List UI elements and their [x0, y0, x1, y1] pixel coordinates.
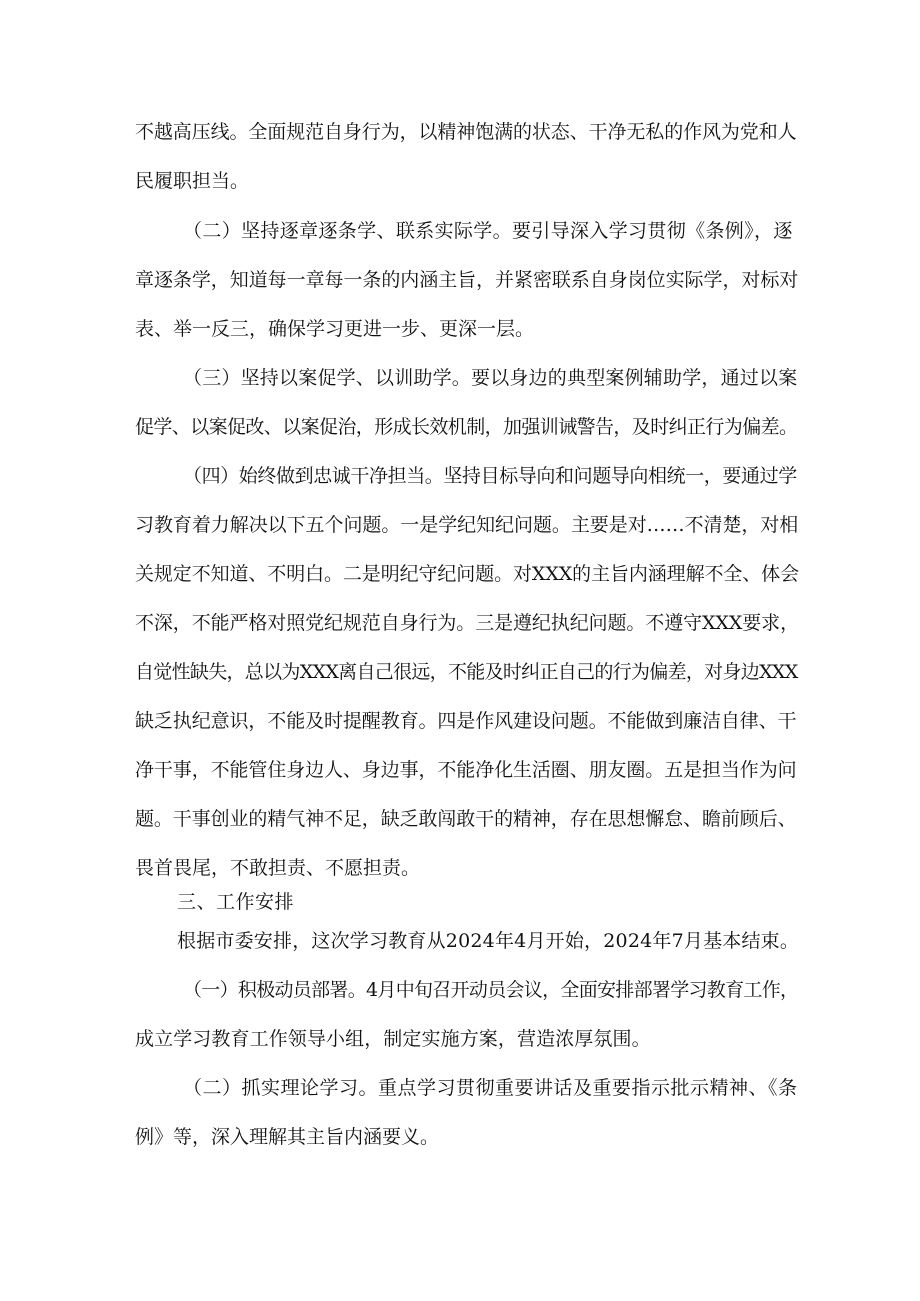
- text-line: 关规定不知道、不明白。二是明纪守纪问题。对XXX的主旨内涵理解不全、体会: [135, 563, 799, 585]
- text-line: 表、举一反三，确保学习更进一步、更深一层。: [135, 318, 535, 340]
- text-line: 净干事，不能管住身边人、身边事，不能净化生活圈、朋友圈。五是担当作为问: [135, 759, 797, 781]
- section-heading: 三、工作安排: [177, 891, 295, 913]
- text-line: 畏首畏尾，不敢担责、不愿担责。: [135, 857, 421, 879]
- text-line: 章逐条学，知道每一章每一条的内涵主旨，并紧密联系自身岗位实际学，对标对: [135, 269, 799, 291]
- text-line: 题。干事创业的精气神不足，缺乏敢闯敢干的精神，存在思想懈怠、瞻前顾后、: [135, 808, 797, 830]
- paragraph-point-3: （三）坚持以案促学、以训助学。要以身边的典型案例辅助学，通过以案: [183, 367, 798, 389]
- text-line: 习教育着力解决以下五个问题。一是学纪知纪问题。主要是对……不清楚，对相: [135, 514, 799, 536]
- text-line: 自觉性缺失，总以为XXX离自己很远，不能及时纠正自己的行为偏差，对身边XXX: [135, 661, 798, 683]
- text-line: 缺乏执纪意识，不能及时提醒教育。四是作风建设问题。不能做到廉洁自律、干: [135, 710, 797, 732]
- paragraph-step-1: （一）积极动员部署。4月中旬召开动员会议，全面安排部署学习教育工作，: [183, 979, 799, 1001]
- paragraph-step-2: （二）抓实理论学习。重点学习贯彻重要讲话及重要指示批示精神、《条: [183, 1077, 798, 1099]
- paragraph-point-4: （四）始终做到忠诚干净担当。坚持目标导向和问题导向相统一，要通过学: [183, 465, 797, 487]
- text-line: 例》等，深入理解其主旨内涵要义。: [135, 1126, 440, 1148]
- paragraph-point-2: （二）坚持逐章逐条学、联系实际学。要引导深入学习贯彻《条例》，逐: [183, 220, 793, 242]
- text-line: 成立学习教育工作领导小组，制定实施方案，营造浓厚氛围。: [135, 1028, 651, 1050]
- text-line: 不越高压线。全面规范自身行为，以精神饱满的状态、干净无私的作风为党和人: [135, 121, 797, 143]
- text-line: 民履职担当。: [135, 170, 250, 192]
- text-line: 促学、以案促改、以案促治，形成长效机制，加强训诫警告，及时纠正行为偏差。: [135, 416, 798, 438]
- text-line: 根据市委安排，这次学习教育从2024年4月开始，2024年7月基本结束。: [177, 930, 800, 952]
- text-line: 不深，不能严格对照党纪规范自身行为。三是遵纪执纪问题。不遵守XXX要求，: [135, 612, 799, 634]
